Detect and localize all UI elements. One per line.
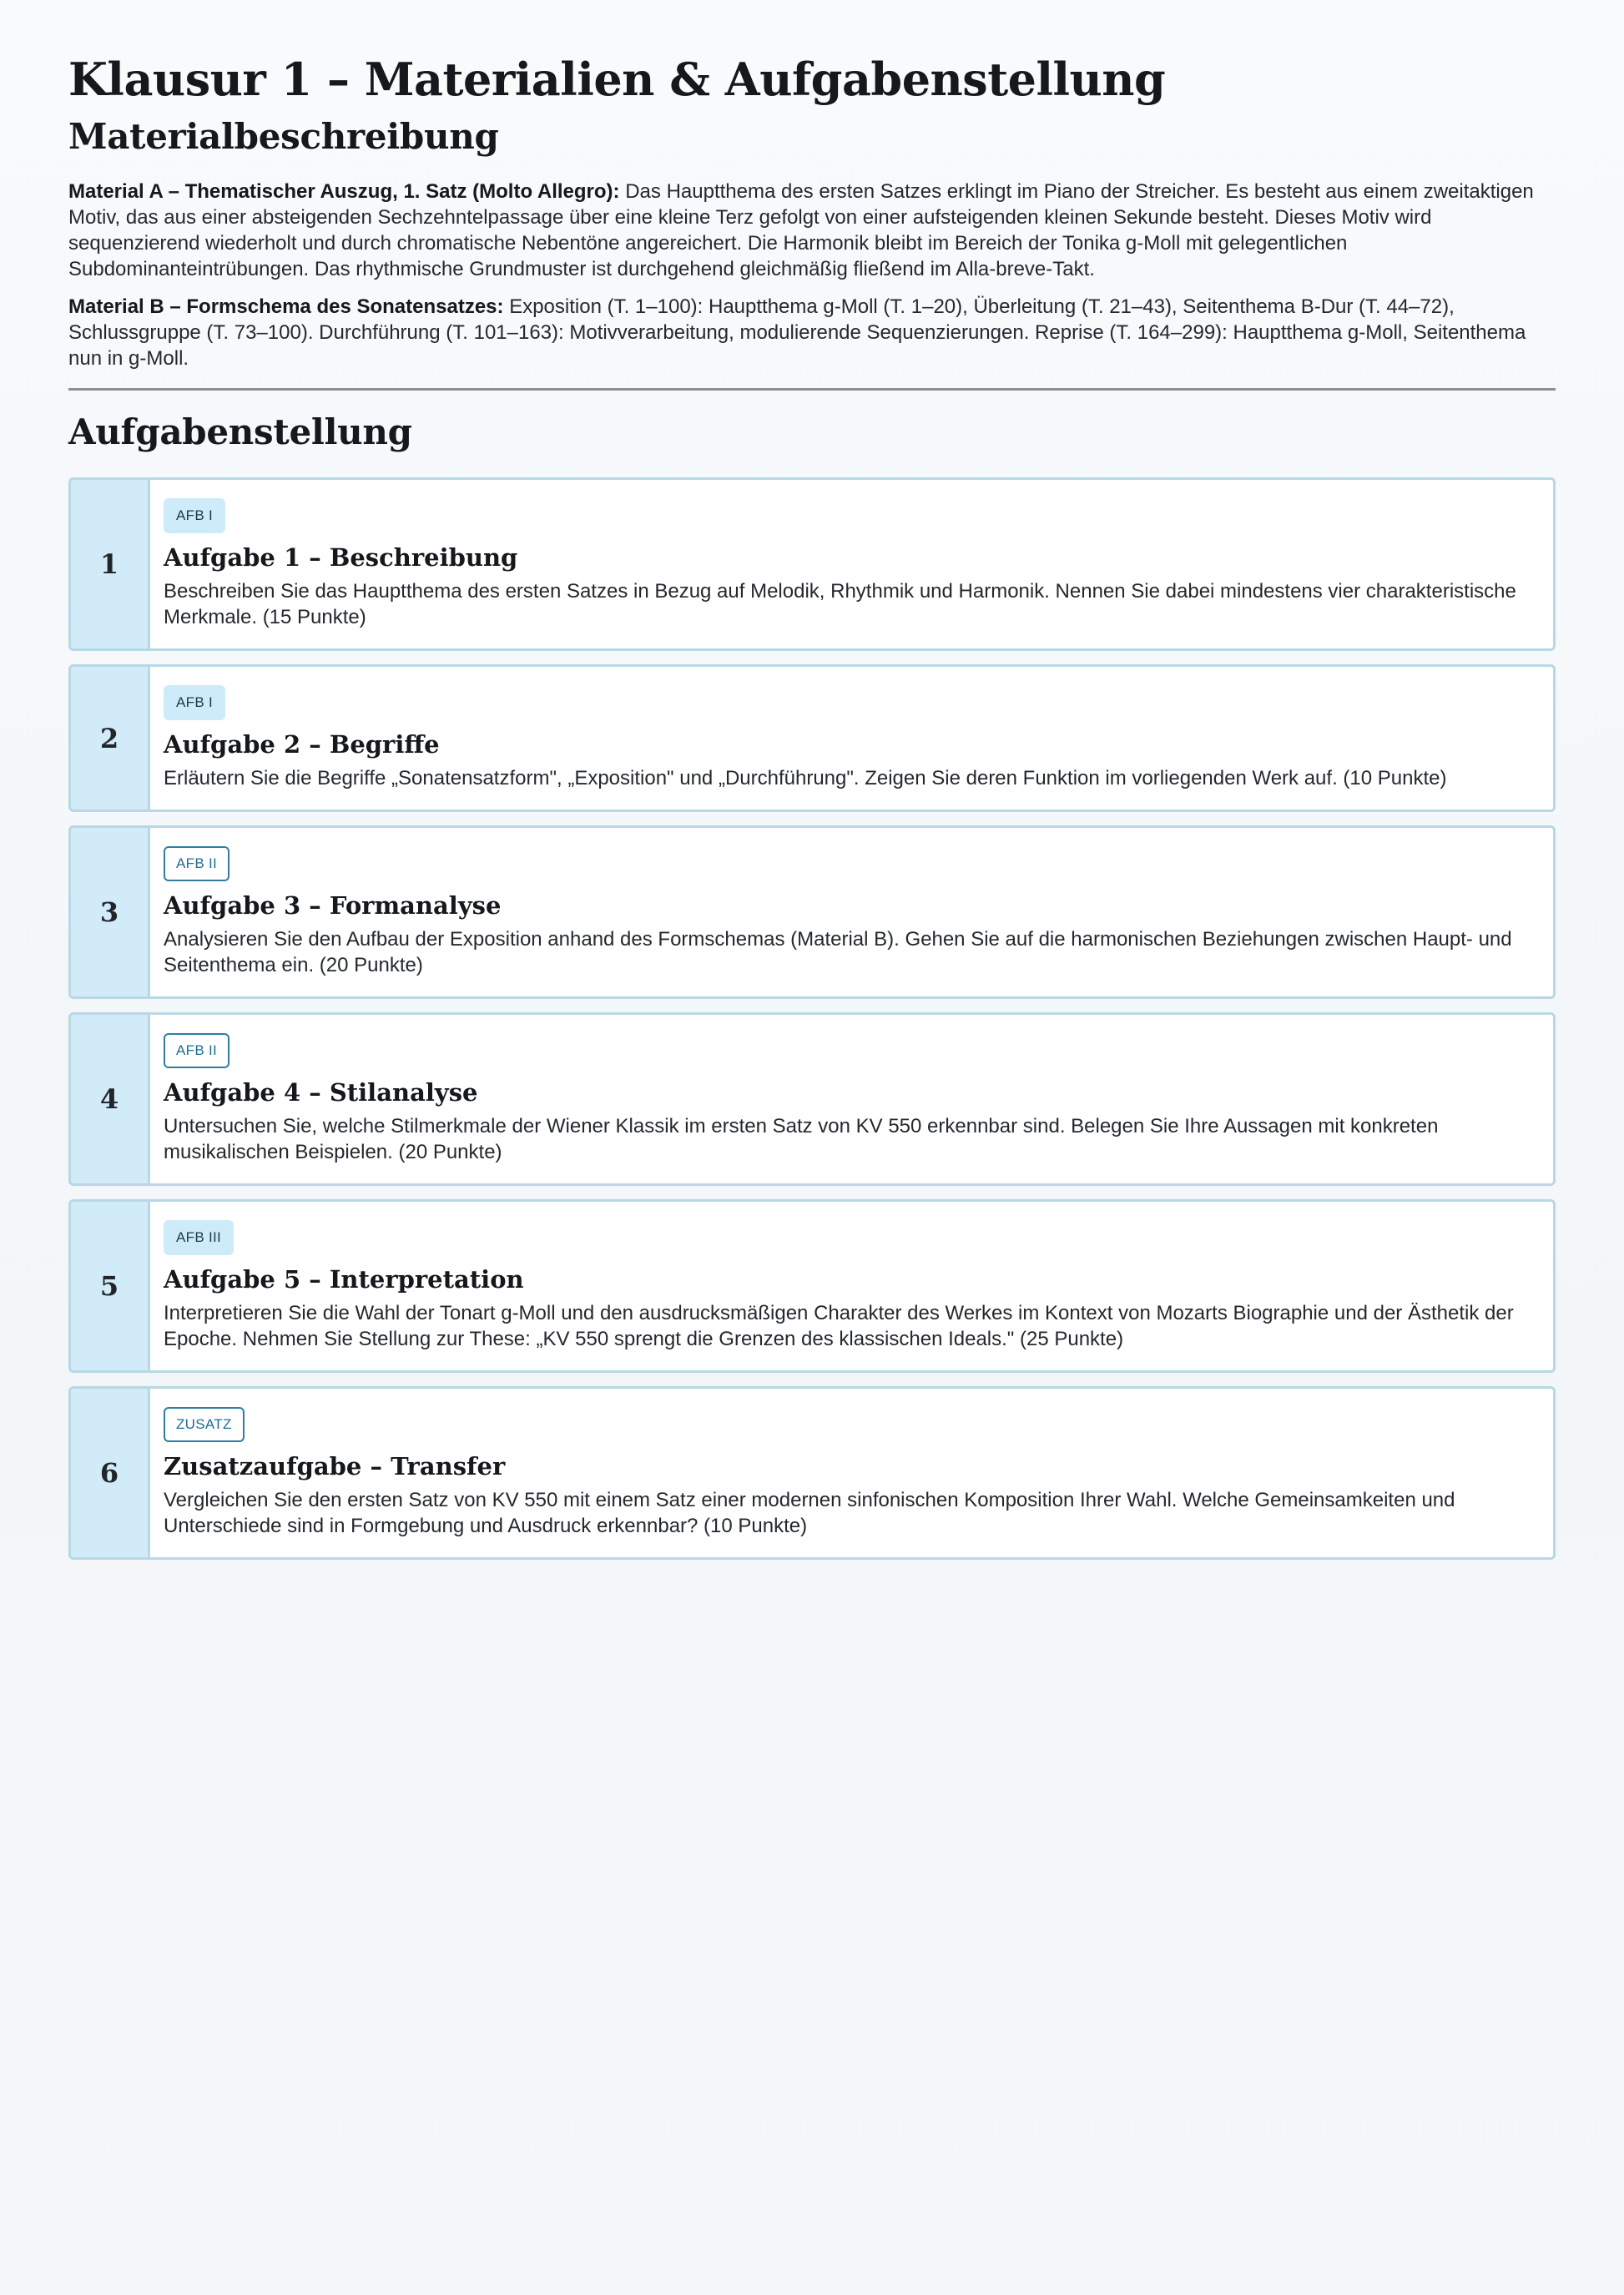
task-body [150,1389,1553,1557]
material-a-text: Das Hauptthema des ersten Satzes erklingt im Piano der Streicher. Es besteht aus einem zweitaktigen Motiv, das aus einer absteigenden Sechzehntelpassage über eine kleine Terz gefolgt von einer aufsteigenden kleinen Sekunde besteht. Dieses Motiv wird sequenzierend wiederholt und durch chromatische Nebentöne angereichert. Die Harmonik bleibt im Bereich der Tonika g-Moll mit gelegentlichen Subdominanteintrübungen. Das rhythmische Grundmuster ist durchgehend gleichmäßig fließend im Alla-breve-Takt. [68,180,1534,280]
afb-badge: AFB I [164,498,225,533]
task-number: 5 [71,1202,150,1370]
task-card-2 [68,664,1556,812]
task-text: Beschreiben Sie das Hauptthema des ersten Satzes in Bezug auf Melodik, Rhythmik und Harmonik. Nennen Sie dabei mindestens vier charakteristische Merkmale. (15 Punkte) [164,580,1516,628]
task-body [150,828,1553,996]
material-b [68,294,1556,371]
task-card-4 [68,1012,1556,1186]
page-title: Klausur 1 – Materialien & Aufgabenstellung [68,53,1166,106]
afb-badge: AFB I [164,685,225,720]
task-title: Aufgabe 2 – Begriffe [164,730,440,759]
task-card-3 [68,825,1556,999]
task-number: 3 [71,828,150,996]
task-number: 2 [71,667,150,810]
task-body [150,1202,1553,1370]
material-a-label: Material A – Thematischer Auszug, 1. Satz (Molto Allegro): [68,180,620,203]
task-text: Analysieren Sie den Aufbau der Exposition anhand des Formschemas (Material B). Gehen Sie auf die harmonischen Beziehungen zwischen Haupt- und Seitenthema ein. (20 Punkte) [164,928,1512,976]
task-number: 4 [71,1015,150,1183]
task-body [150,1015,1553,1183]
task-number: 6 [71,1389,150,1557]
task-text: Vergleichen Sie den ersten Satz von KV 550 mit einem Satz einer modernen sinfonischen Komposition Ihrer Wahl. Welche Gemeinsamkeiten und Unterschiede sind in Formgebung und Ausdruck erkennbar? (10 Punkte) [164,1489,1455,1537]
materials-heading: Materialbeschreibung [68,116,499,157]
material-b-text: Exposition (T. 1–100): Hauptthema g-Moll (T. 1–20), Überleitung (T. 21–43), Seitenthema B-Dur (T. 44–72), Schlussgruppe (T. 73–100). Durchführung (T. 101–163): Motivverarbeitung, modulierende Sequenzierungen. Reprise (T. 164–299): Hauptthema g-Moll, Seitenthema nun in g-Moll. [68,295,1526,370]
task-text: Erläutern Sie die Begriffe „Sonatensatzform", „Exposition" und „Durchführung". Zeigen Sie deren Funktion im vorliegenden Werk auf. (10 Punkte) [164,767,1447,789]
exam-page [68,52,1556,1560]
afb-badge: AFB II [164,846,229,881]
task-body [150,667,1553,810]
task-title: Aufgabe 4 – Stilanalyse [164,1078,478,1107]
afb-badge: AFB III [164,1220,234,1255]
task-text: Interpretieren Sie die Wahl der Tonart g-Moll und den ausdrucksmäßigen Charakter des Werkes im Kontext von Mozarts Biographie und der Ästhetik der Epoche. Nehmen Sie Stellung zur These: „KV 550 sprengt die Grenzen des klassischen Ideals." (25 Punkte) [164,1302,1514,1350]
task-body [150,480,1553,648]
task-title: Zusatzaufgabe – Transfer [164,1452,506,1480]
material-b-label: Material B – Formschema des Sonatensatzes: [68,295,504,318]
tasks-heading: Aufgabenstellung [68,411,412,452]
afb-badge: AFB II [164,1033,229,1068]
task-title: Aufgabe 1 – Beschreibung [164,543,518,572]
task-list [68,477,1556,1560]
zusatz-badge: ZUSATZ [164,1407,245,1442]
task-title: Aufgabe 5 – Interpretation [164,1265,524,1294]
task-title: Aufgabe 3 – Formanalyse [164,891,502,920]
task-card-1 [68,477,1556,651]
material-a [68,179,1556,282]
task-number: 1 [71,480,150,648]
task-card-5 [68,1199,1556,1373]
task-text: Untersuchen Sie, welche Stilmerkmale der Wiener Klassik im ersten Satz von KV 550 erkennbar sind. Belegen Sie Ihre Aussagen mit konkreten musikalischen Beispielen. (20 Punkte) [164,1115,1439,1163]
task-card-6 [68,1386,1556,1560]
section-divider [68,388,1556,391]
